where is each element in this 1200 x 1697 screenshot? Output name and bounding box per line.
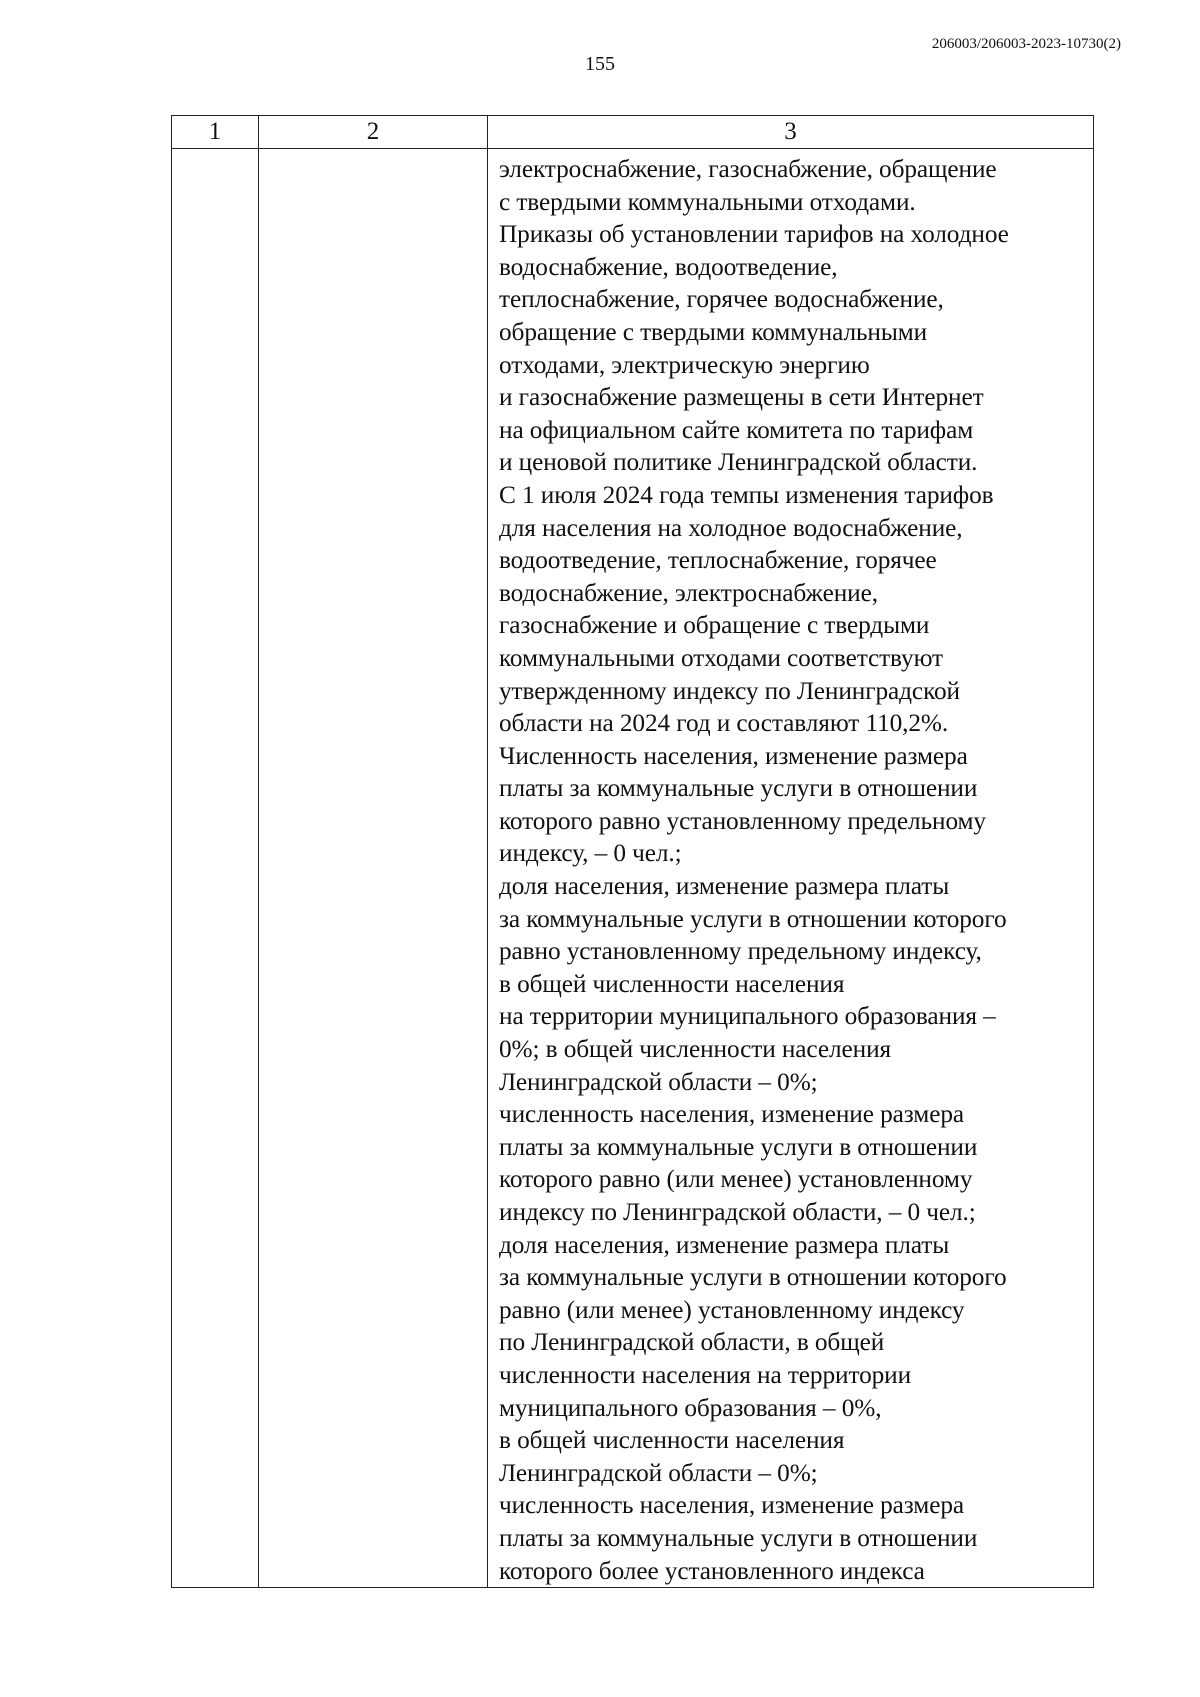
cell-col3	[488, 149, 1094, 1588]
text-line: платы за коммунальные услуги в отношении	[499, 774, 978, 803]
text-line: в общей численности населения	[499, 1426, 845, 1455]
text-line: с твердыми коммунальными отходами.	[499, 187, 916, 216]
page-number: 155	[585, 53, 615, 75]
text-line: за коммунальные услуги в отношении которого	[499, 1263, 1007, 1292]
text-line: муниципального образования – 0%,	[499, 1393, 882, 1422]
cell-col2	[259, 149, 488, 1588]
table-header-row	[172, 116, 1094, 149]
text-line: обращение с твердыми коммунальными	[499, 317, 928, 346]
text-line: доля населения, изменение размера платы	[499, 872, 950, 901]
text-line: Численность населения, изменение размера	[499, 741, 968, 770]
text-line: равно установленному предельному индексу,	[499, 937, 982, 966]
text-line: которого более установленного индекса	[499, 1556, 925, 1585]
text-line: водоснабжение, электроснабжение,	[499, 578, 878, 607]
text-line: доля населения, изменение размера платы	[499, 1230, 950, 1259]
text-line: водоотведение, теплоснабжение, горячее	[499, 546, 937, 575]
cell-col1	[172, 149, 259, 1588]
text-line: отходами, электрическую энергию	[499, 350, 870, 379]
text-line: на официальном сайте комитета по тарифам	[499, 415, 974, 444]
text-line: которого равно установленному предельному	[499, 806, 986, 835]
document-table	[171, 115, 1094, 1588]
text-line: платы за коммунальные услуги в отношении	[499, 1132, 978, 1161]
text-line: утвержденному индексу по Ленинградской	[499, 676, 960, 705]
text-line: 0%; в общей численности населения	[499, 1035, 892, 1064]
text-line: индексу по Ленинградской области, – 0 чел.;	[499, 1198, 976, 1226]
column-header-2: 2	[259, 116, 488, 149]
text-line: газоснабжение и обращение с твердыми	[499, 611, 930, 640]
text-line: платы за коммунальные услуги в отношении	[499, 1523, 978, 1552]
text-line: и газоснабжение размещены в сети Интернет	[499, 383, 984, 412]
text-line: за коммунальные услуги в отношении которого	[499, 904, 1007, 933]
text-line: Ленинградской области – 0%;	[499, 1067, 818, 1096]
text-line: коммунальными отходами соответствуют	[499, 643, 943, 672]
text-line: Приказы об установлении тарифов на холодное	[499, 220, 1009, 249]
text-line: и ценовой политике Ленинградской области.	[499, 448, 978, 477]
text-line: С 1 июля 2024 года темпы изменения тарифов	[499, 480, 994, 509]
text-line: на территории муниципального образования –	[499, 1002, 996, 1031]
text-line: численность населения, изменение размера	[499, 1491, 965, 1520]
text-line: водоснабжение, водоотведение,	[499, 252, 838, 281]
column-header-1: 1	[172, 116, 259, 149]
text-line: численность населения, изменение размера	[499, 1100, 965, 1129]
text-line: индексу, – 0 чел.;	[499, 839, 682, 868]
document-id: 206003/206003-2023-10730(2)	[931, 36, 1121, 52]
column-header-3: 3	[488, 116, 1094, 149]
text-line: по Ленинградской области, в общей	[499, 1328, 885, 1357]
text-line: теплоснабжение, горячее водоснабжение,	[499, 285, 944, 314]
text-line: Ленинградской области – 0%;	[499, 1458, 818, 1487]
text-line: которого равно (или менее) установленному	[499, 1165, 973, 1194]
text-line: равно (или менее) установленному индексу	[499, 1295, 965, 1324]
text-line: в общей численности населения	[499, 969, 845, 998]
cell-col3-text	[488, 149, 1093, 1587]
text-line: для населения на холодное водоснабжение,	[499, 513, 963, 542]
table-row	[172, 149, 1094, 1588]
text-line: области на 2024 год и составляют 110,2%.	[499, 709, 949, 738]
text-line: численности населения на территории	[499, 1360, 912, 1389]
text-line: электроснабжение, газоснабжение, обращение	[499, 155, 997, 183]
